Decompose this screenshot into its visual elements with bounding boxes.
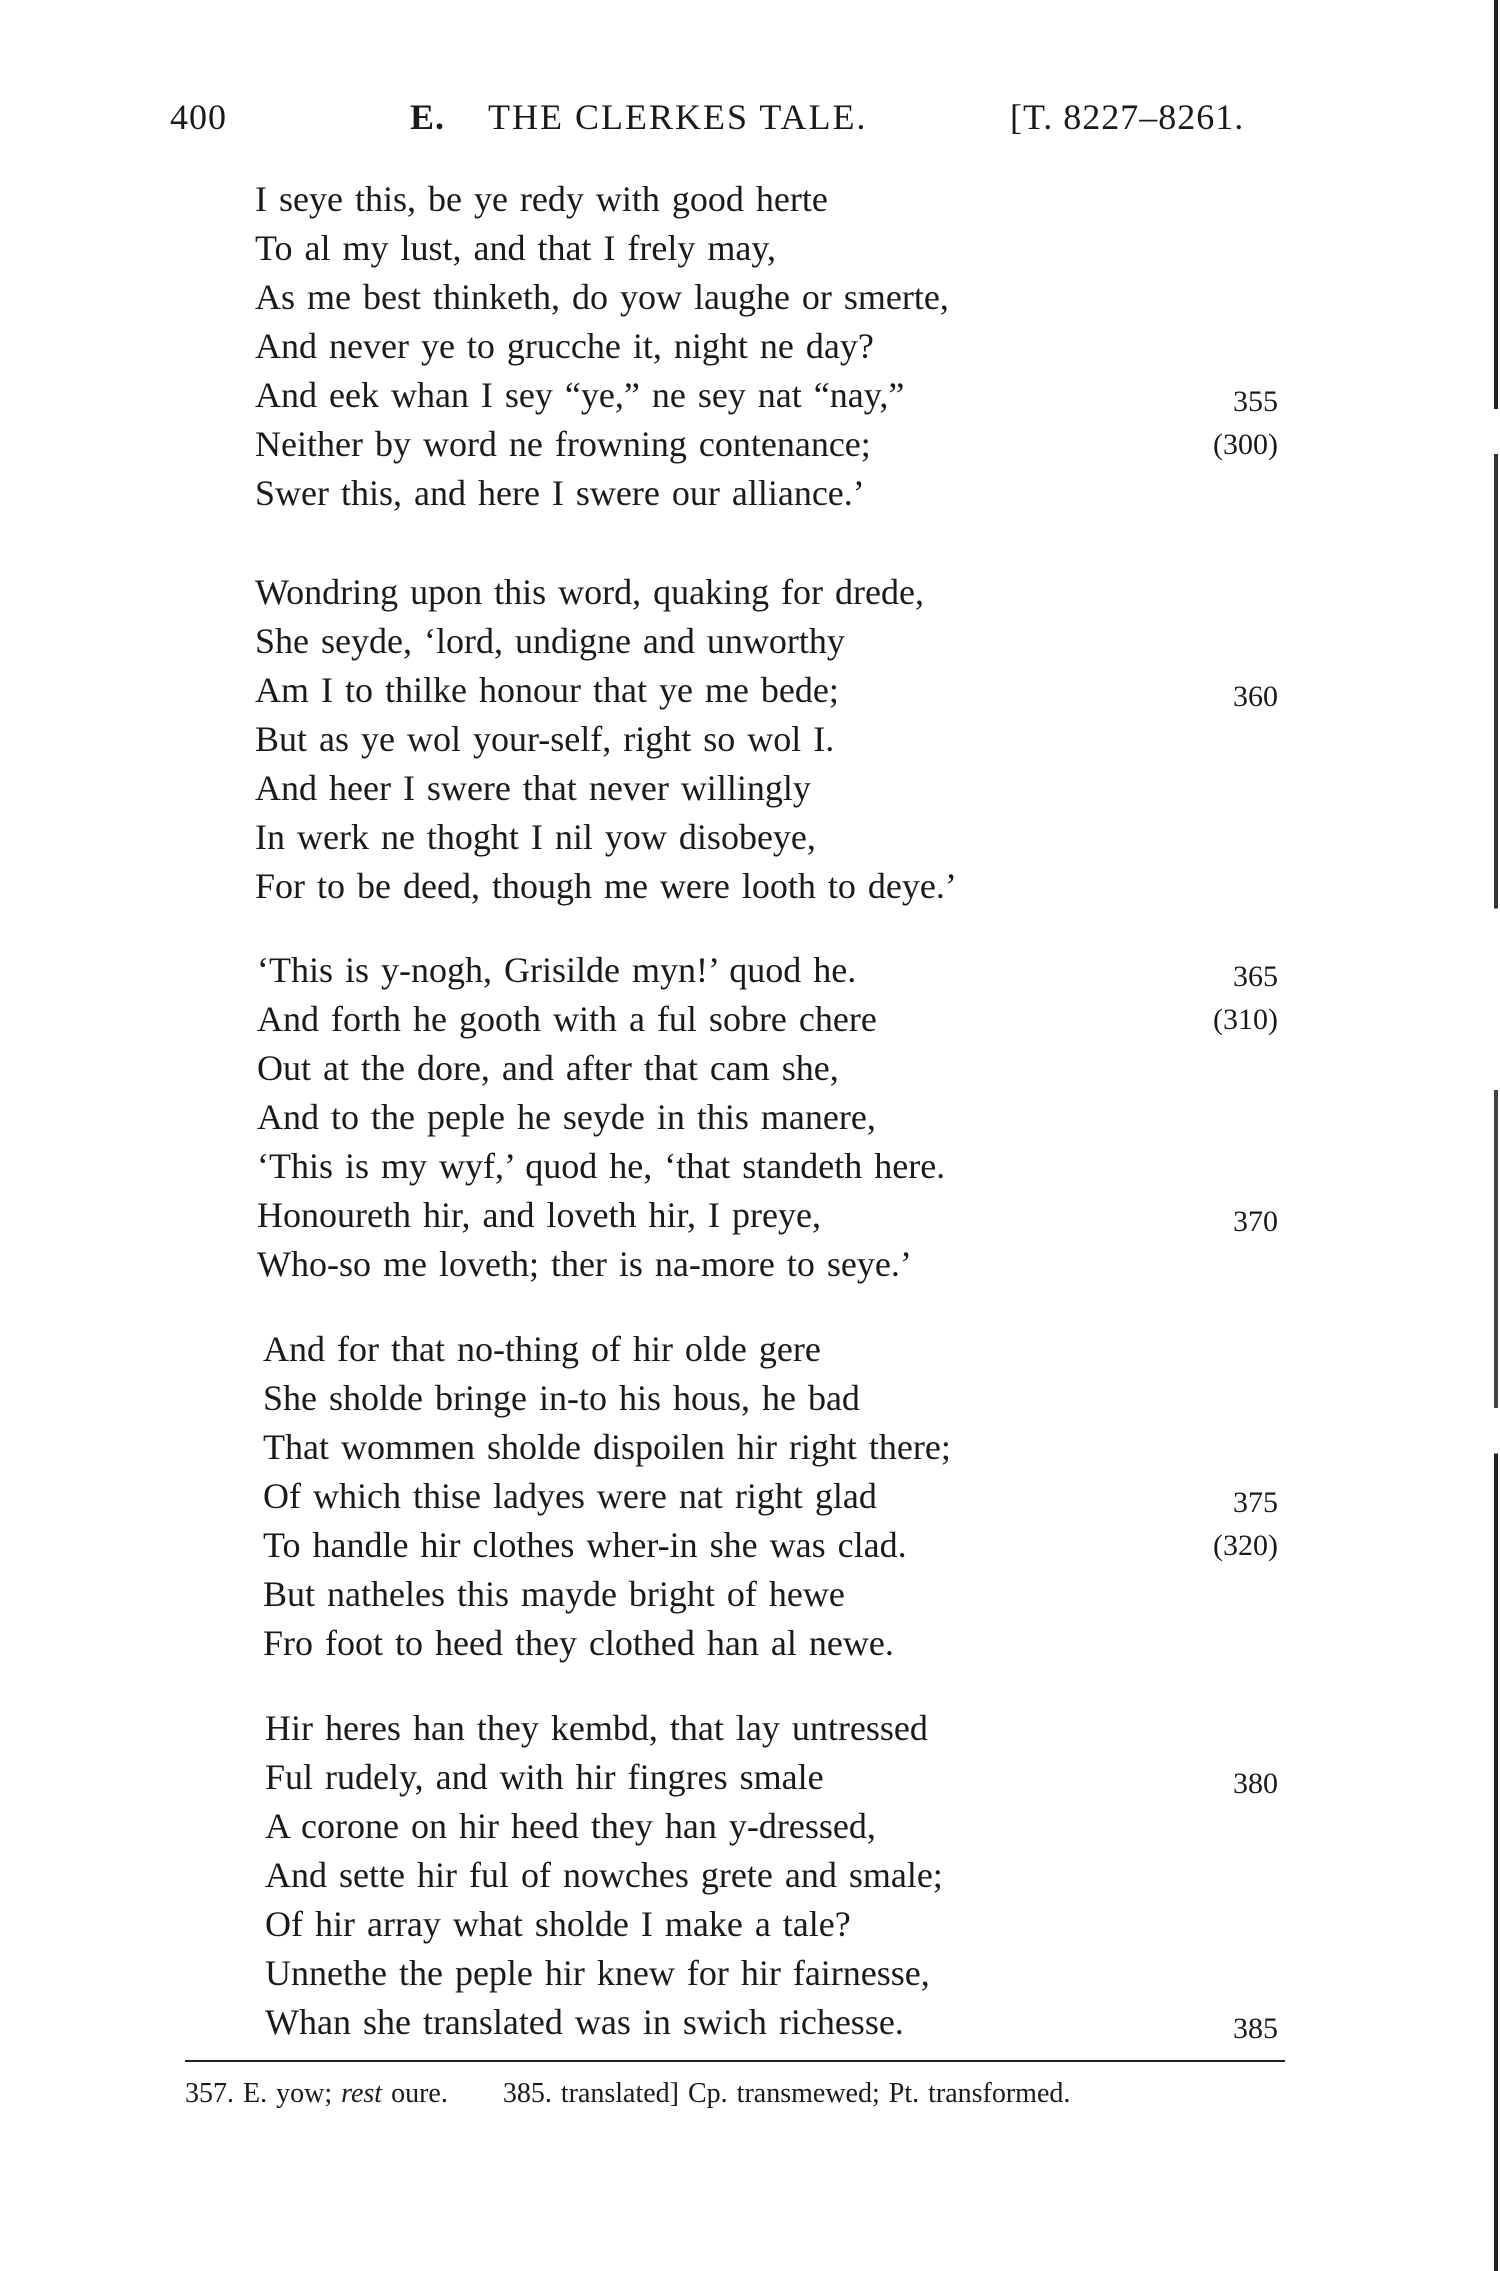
verse-text: And never ye to grucche it, night ne day?	[255, 326, 874, 366]
line-number: 385	[1233, 2012, 1278, 2045]
verse-text: She seyde, ‘lord, undigne and unworthy	[255, 621, 845, 661]
verse-text: Honoureth hir, and loveth hir, I preye,	[257, 1195, 821, 1235]
verse-text: As me best thinketh, do yow laughe or smerte,	[255, 277, 949, 317]
verse-line	[0, 1423, 1500, 1472]
verse-text: In werk ne thoght I nil yow disobeye,	[255, 817, 816, 857]
verse-line	[0, 1949, 1500, 1998]
verse-text: Swer this, and here I swere our alliance.’	[255, 473, 865, 513]
verse-text: Fro foot to heed they clothed han al newe.	[263, 1623, 894, 1663]
verse-text: She sholde bringe in-to his hous, he bad	[263, 1378, 860, 1418]
verse-text: Whan she translated was in swich richesse.	[265, 2002, 904, 2042]
verse-line	[0, 1191, 1500, 1240]
page-number: 400	[170, 97, 227, 137]
verse-text: But as ye wol your-self, right so wol I.	[255, 719, 835, 759]
verse-line	[0, 224, 1500, 273]
verse-text: Am I to thilke honour that ye me bede;	[255, 670, 839, 710]
verse-line	[0, 1093, 1500, 1142]
verse-line	[0, 715, 1500, 764]
footnote-1-text-a: E. yow;	[243, 2078, 333, 2109]
verse-text: Of which thise ladyes were nat right glad	[263, 1476, 877, 1516]
line-number: (320)	[1213, 1529, 1278, 1562]
footnote-2-text: translated] Cp. transmewed; Pt. transformed.	[560, 2078, 1071, 2109]
line-number: 355	[1233, 385, 1278, 418]
line-number: 375	[1233, 1486, 1278, 1519]
verse-line	[0, 946, 1500, 995]
group-mark: E.	[410, 97, 446, 137]
verse-line	[0, 1753, 1500, 1802]
footnotes	[185, 2078, 1070, 2110]
verse-text: Wondring upon this word, quaking for drede,	[255, 572, 924, 612]
footnote-2	[503, 2078, 1071, 2109]
verse-text: Of hir array what sholde I make a tale?	[265, 1904, 851, 1944]
footnote-1	[185, 2078, 457, 2109]
verse-text: Out at the dore, and after that cam she,	[257, 1048, 839, 1088]
line-number: 380	[1233, 1767, 1278, 1800]
verse-text: Ful rudely, and with hir fingres smale	[265, 1757, 824, 1797]
verse-text: Unnethe the peple hir knew for hir fairnesse,	[265, 1953, 930, 1993]
running-header	[0, 96, 1500, 146]
verse-line	[0, 1704, 1500, 1753]
verse-line	[0, 322, 1500, 371]
verse-text: ‘This is y-nogh, Grisilde myn!’ quod he.	[257, 950, 857, 990]
verse-line	[0, 1240, 1500, 1289]
verse-line	[0, 1374, 1500, 1423]
line-number: (300)	[1213, 428, 1278, 461]
verse-text: To al my lust, and that I frely may,	[255, 228, 777, 268]
footnote-1-text-b: oure.	[391, 2078, 448, 2109]
verse-line	[0, 1900, 1500, 1949]
verse-line	[0, 813, 1500, 862]
verse-line	[0, 862, 1500, 911]
verse-line	[0, 1325, 1500, 1374]
line-number: (310)	[1213, 1003, 1278, 1036]
line-number: 370	[1233, 1205, 1278, 1238]
verse-line	[0, 371, 1500, 420]
verse-line	[0, 469, 1500, 518]
footnote-rule	[185, 2060, 1285, 2062]
verse-line	[0, 617, 1500, 666]
stanza-4	[0, 1325, 1500, 1668]
footnote-1-number: 357.	[185, 2078, 234, 2109]
verse-line	[0, 1570, 1500, 1619]
line-range: [T. 8227–8261.	[1010, 97, 1245, 137]
footnote-2-number: 385.	[502, 2078, 552, 2109]
verse-line	[0, 995, 1500, 1044]
page-edge-shadow	[1494, 0, 1498, 2271]
verse-text: Hir heres han they kembd, that lay untressed	[265, 1708, 928, 1748]
verse-line	[0, 1521, 1500, 1570]
line-number: 360	[1233, 680, 1278, 713]
running-title: THE CLERKES TALE.	[488, 97, 868, 137]
verse-line	[0, 1472, 1500, 1521]
verse-text: To handle hir clothes wher-in she was clad.	[263, 1525, 907, 1565]
verse-line	[0, 1619, 1500, 1668]
verse-text: That wommen sholde dispoilen hir right there;	[263, 1427, 951, 1467]
verse-text: And forth he gooth with a ful sobre chere	[257, 999, 877, 1039]
verse-line	[0, 420, 1500, 469]
verse-line	[0, 568, 1500, 617]
verse-text: And eek whan I sey “ye,” ne sey nat “nay,”	[255, 375, 905, 415]
verse-line	[0, 1044, 1500, 1093]
stanza-2	[0, 568, 1500, 911]
verse-line	[0, 175, 1500, 224]
verse-line	[0, 1998, 1500, 2047]
verse-line	[0, 764, 1500, 813]
verse-text: And heer I swere that never willingly	[255, 768, 811, 808]
verse-text: And for that no-thing of hir olde gere	[263, 1329, 821, 1369]
verse-line	[0, 273, 1500, 322]
verse-text: And sette hir ful of nowches grete and smale;	[265, 1855, 943, 1895]
stanza-3	[0, 946, 1500, 1289]
verse-text: For to be deed, though me were looth to deye.’	[255, 866, 957, 906]
line-number: 365	[1233, 960, 1278, 993]
verse-text: But natheles this mayde bright of hewe	[263, 1574, 845, 1614]
stanza-1	[0, 175, 1500, 518]
verse-text: Who-so me loveth; ther is na-more to seye.’	[257, 1244, 912, 1284]
verse-line	[0, 1802, 1500, 1851]
verse-text: Neither by word ne frowning contenance;	[255, 424, 871, 464]
verse-line	[0, 666, 1500, 715]
stanza-5	[0, 1704, 1500, 2047]
verse-text: ‘This is my wyf,’ quod he, ‘that standeth here.	[257, 1146, 946, 1186]
verse-line	[0, 1142, 1500, 1191]
verse-text: And to the peple he seyde in this manere,	[257, 1097, 876, 1137]
footnote-1-rest: rest	[341, 2078, 383, 2109]
verse-text: I seye this, be ye redy with good herte	[255, 179, 828, 219]
verse-text: A corone on hir heed they han y-dressed,	[265, 1806, 876, 1846]
verse-line	[0, 1851, 1500, 1900]
